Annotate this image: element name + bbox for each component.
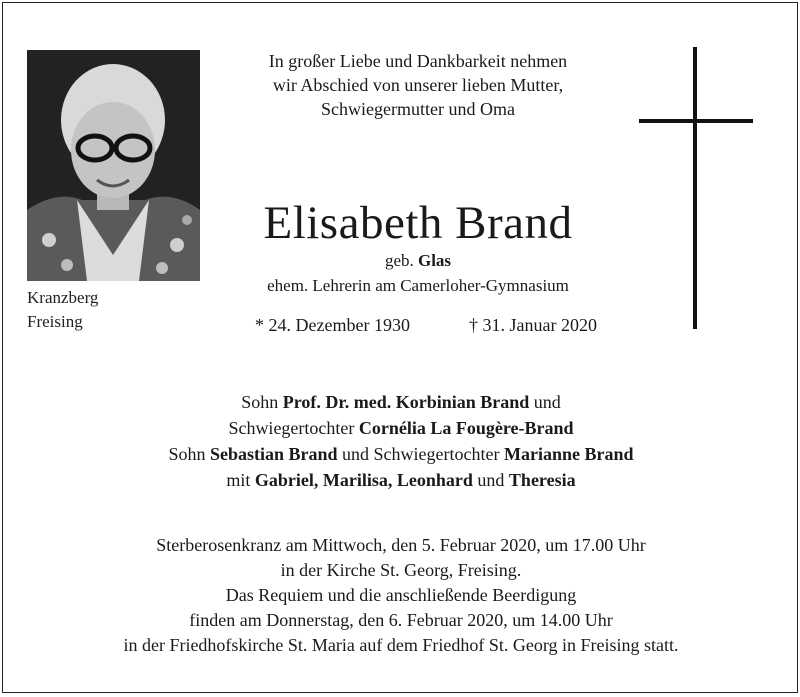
- mourner-name: Sebastian Brand: [210, 444, 338, 464]
- mourner-name: Gabriel, Marilisa, Leonhard: [254, 470, 473, 490]
- caption-city: Freising: [27, 312, 83, 331]
- service-line: in der Friedhofskirche St. Maria auf dem Friedhof St. Georg in Freising statt.: [123, 635, 679, 655]
- service-line: in der Kirche St. Georg, Freising.: [280, 560, 522, 580]
- family-line: Schwiegertochter Cornélia La Fougère-Brand: [228, 418, 574, 438]
- service-line: Das Requiem und die anschließende Beerdigung: [225, 585, 577, 605]
- intro-text: [233, 49, 603, 121]
- intro-line: Schwiegermutter und Oma: [321, 99, 515, 119]
- portrait-image: [27, 50, 200, 281]
- death-date: † 31. Januar 2020: [469, 315, 597, 335]
- mourner-name: Prof. Dr. med. Korbinian Brand: [282, 392, 530, 412]
- obituary-notice: [2, 2, 798, 693]
- intro-line: wir Abschied von unserer lieben Mutter,: [272, 75, 564, 95]
- intro-line: In großer Liebe und Dankbarkeit nehmen: [268, 51, 568, 71]
- birth-date: * 24. Dezember 1930: [255, 315, 410, 335]
- photo-caption: [27, 286, 98, 334]
- maiden-name-line: [233, 250, 603, 272]
- maiden-prefix: geb.: [384, 251, 414, 270]
- family-line: Sohn Prof. Dr. med. Korbinian Brand und: [241, 392, 561, 412]
- mourner-name: Theresia: [508, 470, 576, 490]
- occupation: ehem. Lehrerin am Camerloher-Gymnasium: [267, 276, 569, 295]
- family-line: Sohn Sebastian Brand und Schwiegertochter Marianne Brand: [168, 444, 634, 464]
- family-line: mit Gabriel, Marilisa, Leonhard und Theresia: [226, 470, 576, 490]
- service-line: Sterberosenkranz am Mittwoch, den 5. Februar 2020, um 17.00 Uhr: [156, 535, 646, 555]
- cross-icon: [639, 47, 753, 329]
- portrait-photo: [27, 50, 200, 281]
- service-details: [3, 533, 799, 658]
- maiden-name: Glas: [417, 251, 452, 270]
- family-mourners: [3, 389, 799, 493]
- mourner-name: Marianne Brand: [504, 444, 634, 464]
- deceased-name: Elisabeth Brand: [263, 197, 573, 249]
- caption-town: Kranzberg: [27, 288, 99, 307]
- mourner-name: Cornélia La Fougère-Brand: [358, 418, 574, 438]
- service-line: finden am Donnerstag, den 6. Februar 2020, um 14.00 Uhr: [189, 610, 613, 630]
